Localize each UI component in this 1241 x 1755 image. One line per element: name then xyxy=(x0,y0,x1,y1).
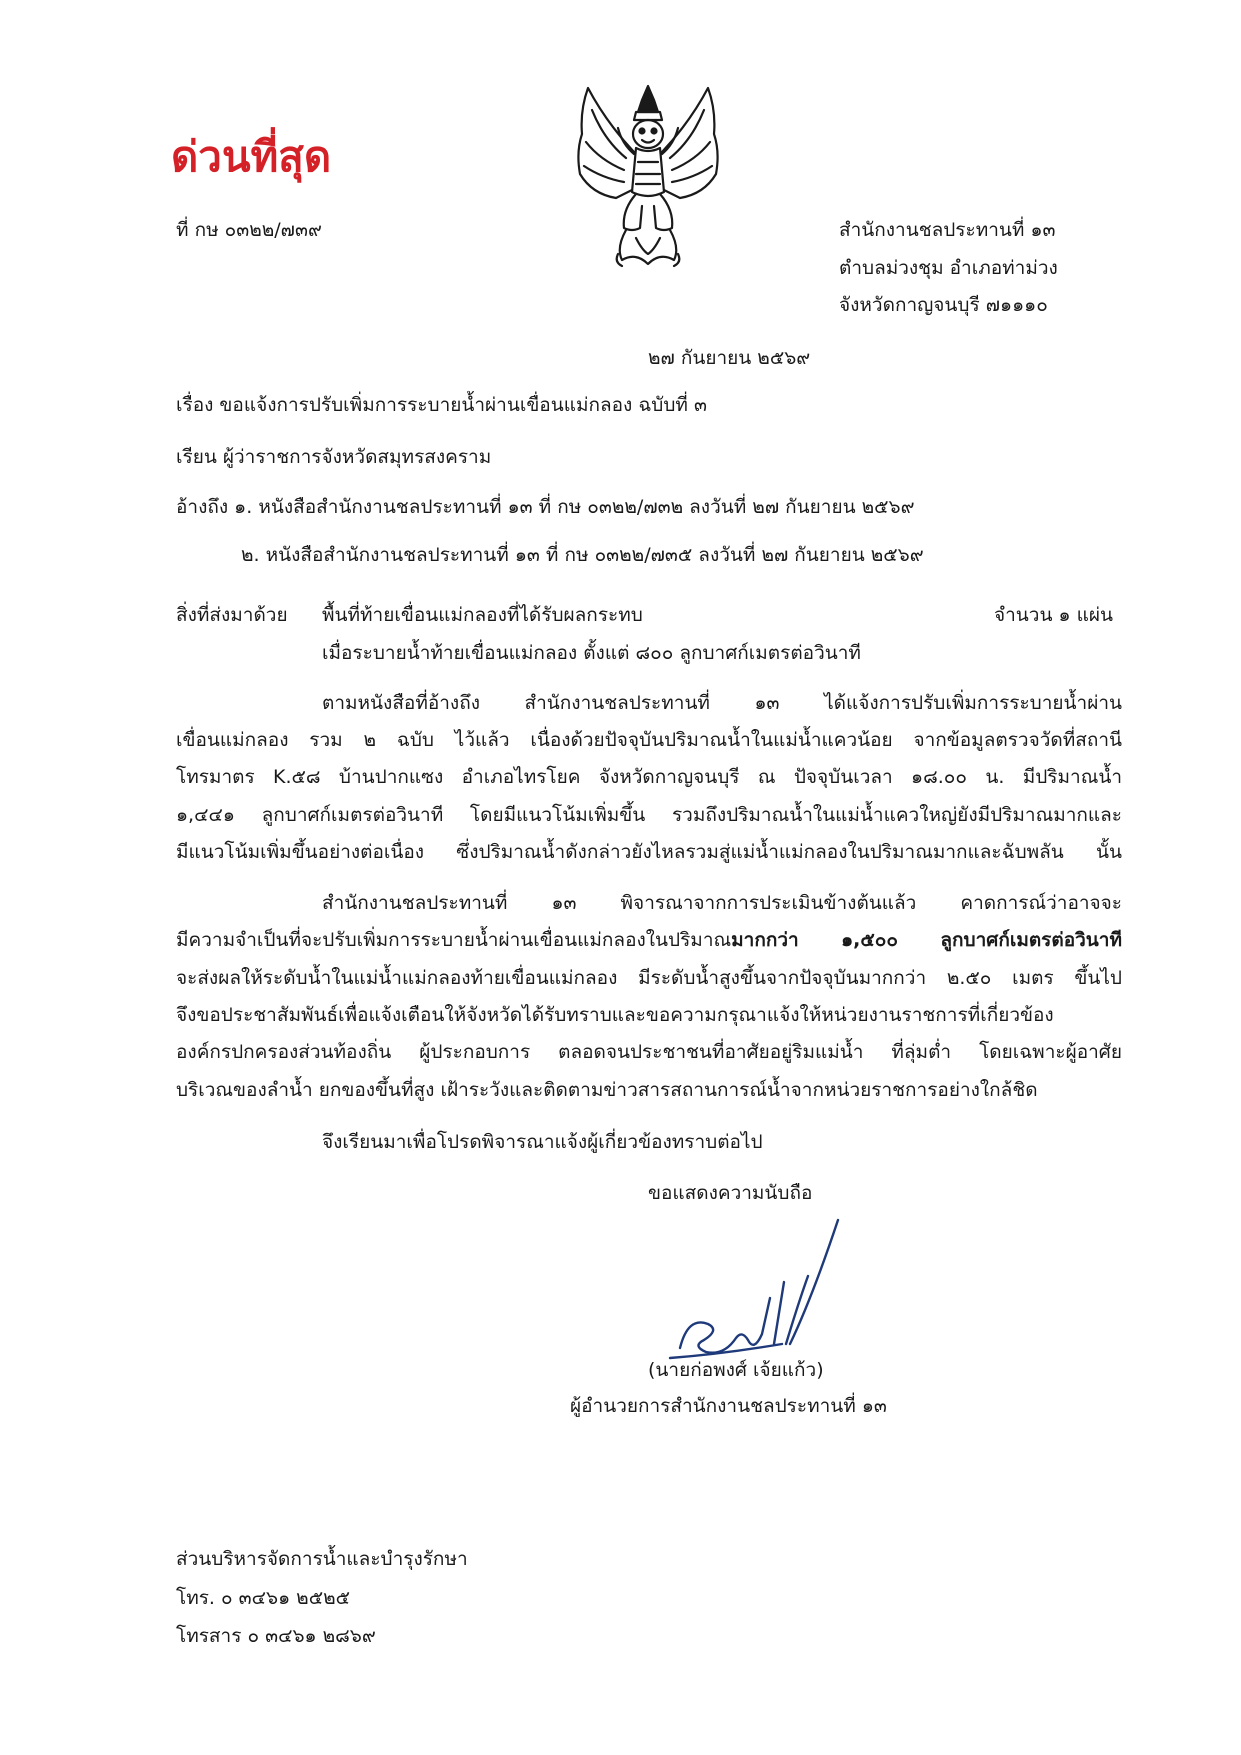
sender-address-line: สำนักงานชลประทานที่ ๑๓ xyxy=(839,219,1056,241)
paragraph-line: โทรมาตร K.๕๘ บ้านปากแซง อำเภอไทรโยค จังหวัดกาญจนบุรี ณ ปัจจุบันเวลา ๑๘.๐๐ น. มีปริมาณน้ำ xyxy=(176,766,1122,788)
reference-item: อ้างถึง ๑. หนังสือสำนักงานชลประทานที่ ๑๓ ที่ กษ ๐๓๒๒/๗๓๒ ลงวันที่ ๒๗ กันยายน ๒๕๖๙ xyxy=(176,496,915,518)
paragraph-text: มีความจำเป็นที่จะปรับเพิ่มการระบายน้ำผ่านเขื่อนแม่กลองในปริมาณ xyxy=(176,929,732,951)
paragraph-line: องค์กรปกครองส่วนท้องถิ่น ผู้ประกอบการ ตลอดจนประชาชนที่อาศัยอยู่ริมแม่น้ำ ที่ลุ่มต่ำ โดยเฉพาะผู้อาศัย xyxy=(176,1041,1122,1063)
handwritten-signature xyxy=(662,1212,856,1372)
paragraph-line: จะส่งผลให้ระดับน้ำในแม่น้ำแม่กลองท้ายเขื่อนแม่กลอง มีระดับน้ำสูงขึ้นจากปัจจุบันมากกว่า ๒.๕๐ เมตร ขึ้นไป xyxy=(176,967,1122,989)
sender-address-line: จังหวัดกาญจนบุรี ๗๑๑๑๐ xyxy=(839,294,1048,316)
paragraph-line: สำนักงานชลประทานที่ ๑๓ พิจารณาจากการประเมินข้างต้นแล้ว คาดการณ์ว่าอาจจะ xyxy=(322,892,1122,914)
footer-department: ส่วนบริหารจัดการน้ำและบำรุงรักษา xyxy=(176,1548,468,1570)
urgency-label: ด่วนที่สุด xyxy=(171,132,332,181)
closing-salutation: ขอแสดงความนับถือ xyxy=(648,1182,813,1204)
footer-phone: โทร. ๐ ๓๔๖๑ ๒๕๒๕ xyxy=(176,1587,350,1609)
signer-title: ผู้อำนวยการสำนักงานชลประทานที่ ๑๓ xyxy=(570,1395,887,1417)
paragraph-line: ตามหนังสือที่อ้างถึง สำนักงานชลประทานที่ ๑๓ ได้แจ้งการปรับเพิ่มการระบายน้ำผ่าน xyxy=(322,692,1122,714)
paragraph-line: ๑,๔๔๑ ลูกบาศก์เมตรต่อวินาที โดยมีแนวโน้มเพิ่มขึ้น รวมถึงปริมาณน้ำในแม่น้ำแควใหญ่ยังมีปริมาณมากและ xyxy=(176,804,1122,826)
paragraph-line xyxy=(176,931,1122,950)
sender-address-line: ตำบลม่วงชุม อำเภอท่าม่วง xyxy=(839,257,1058,279)
enclosure-quantity: จำนวน ๑ แผ่น xyxy=(994,604,1113,626)
paragraph-line: จึงขอประชาสัมพันธ์เพื่อแจ้งเตือนให้จังหวัดได้รับทราบและขอความกรุณาแจ้งให้หน่วยงานราชการที่เกี่ยวข้อง xyxy=(176,1004,1054,1026)
paragraph-line: บริเวณของลำน้ำ ยกของขึ้นที่สูง เฝ้าระวังและติดตามข่าวสารสถานการณ์น้ำจากหน่วยราชการอย่างใกล้ชิด xyxy=(176,1079,1038,1101)
letter-date: ๒๗ กันยายน ๒๕๖๙ xyxy=(648,347,811,369)
enclosure-description: พื้นที่ท้ายเขื่อนแม่กลองที่ได้รับผลกระทบ xyxy=(322,604,643,626)
paragraph-line: เขื่อนแม่กลอง รวม ๒ ฉบับ ไว้แล้ว เนื่องด้วยปัจจุบันปริมาณน้ำในแม่น้ำแควน้อย จากข้อมูลตรวจวัดที่สถานี xyxy=(176,729,1122,751)
footer-fax: โทรสาร ๐ ๓๔๖๑ ๒๘๖๙ xyxy=(176,1625,376,1647)
subject-line: เรื่อง ขอแจ้งการปรับเพิ่มการระบายน้ำผ่านเขื่อนแม่กลอง ฉบับที่ ๓ xyxy=(176,394,707,416)
recipient-line: เรียน ผู้ว่าราชการจังหวัดสมุทรสงคราม xyxy=(176,446,492,468)
closing-request: จึงเรียนมาเพื่อโปรดพิจารณาแจ้งผู้เกี่ยวข้องทราบต่อไป xyxy=(322,1131,763,1153)
reference-item: ๒. หนังสือสำนักงานชลประทานที่ ๑๓ ที่ กษ ๐๓๒๒/๗๓๕ ลงวันที่ ๒๗ กันยายน ๒๕๖๙ xyxy=(241,544,924,566)
document-number: ที่ กษ ๐๓๒๒/๗๓๙ xyxy=(176,219,322,241)
garuda-emblem-icon xyxy=(566,82,730,268)
enclosure-description: เมื่อระบายน้ำท้ายเขื่อนแม่กลอง ตั้งแต่ ๘๐๐ ลูกบาศก์เมตรต่อวินาที xyxy=(322,642,861,664)
paragraph-line: มีแนวโน้มเพิ่มขึ้นอย่างต่อเนื่อง ซึ่งปริมาณน้ำดังกล่าวยังไหลรวมสู่แม่น้ำแม่กลองในปริมาณมากและฉับพลัน นั้น xyxy=(176,841,1122,863)
discharge-emphasis: มากกว่า ๑,๕๐๐ ลูกบาศก์เมตรต่อวินาที xyxy=(731,929,1122,951)
signer-name: (นายก่อพงศ์ เจ้ยแก้ว) xyxy=(648,1359,824,1381)
enclosure-label: สิ่งที่ส่งมาด้วย xyxy=(176,604,288,626)
